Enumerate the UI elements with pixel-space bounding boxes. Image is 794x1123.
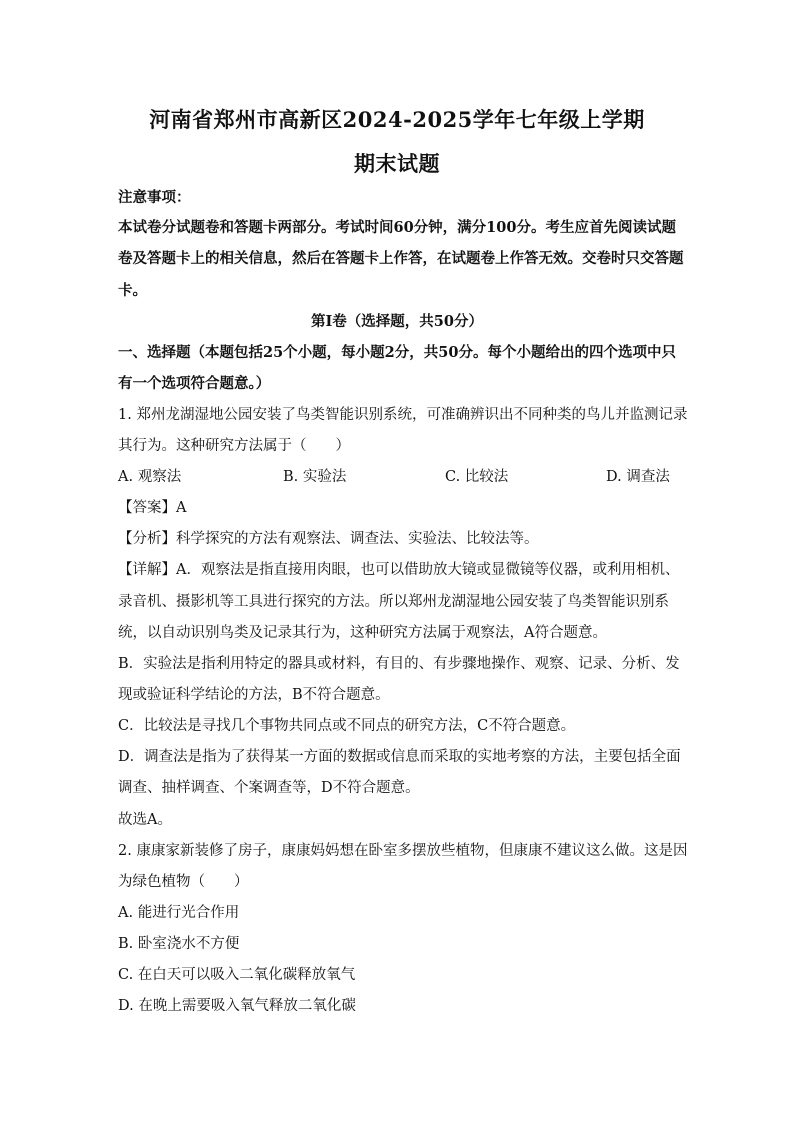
question-2-option-c: C. 在白天可以吸入二氧化碳释放氧气 — [118, 967, 356, 983]
question-1-detail: 调查、抽样调查、个案调查等，D不符合题意。 — [118, 780, 420, 796]
question-2-option-a: A. 能进行光合作用 — [118, 905, 240, 921]
question-1-option-b: B. 实验法 — [283, 469, 347, 485]
question-1-option-a: A. 观察法 — [118, 469, 182, 485]
question-1-detail: D．调查法是指为了获得某一方面的数据或信息而采取的实地考察的方法，主要包括全面 — [118, 749, 681, 765]
question-2-option-d: D. 在晚上需要吸入氧气释放二氧化碳 — [118, 998, 356, 1014]
question-1-option-d: D. 调查法 — [606, 469, 670, 485]
question-1-conclusion: 故选A。 — [118, 812, 172, 828]
question-2-option-b: B. 卧室浇水不方便 — [118, 936, 240, 952]
question-1-detail: 【详解】A．观察法是指直接用肉眼，也可以借助放大镜或显微镜等仪器，或利用相机、 — [118, 562, 680, 578]
section-instructions: 有一个选项符合题意。） — [118, 375, 271, 392]
question-1-analysis: 【分析】科学探究的方法有观察法、调查法、实验法、比较法等。 — [118, 531, 539, 547]
notice-heading: 注意事项： — [118, 189, 191, 206]
question-2-stem: 为绿色植物（ ） — [118, 874, 249, 890]
notice-line: 卡。 — [118, 282, 147, 299]
question-1-answer: 【答案】A — [118, 500, 187, 516]
exam-subtitle: 期末试题 — [354, 151, 440, 176]
question-1-detail: 现或验证科学结论的方法，B不符合题意。 — [118, 687, 390, 703]
question-1-detail: 录音机、摄影机等工具进行探究的方法。所以郑州龙湖湿地公园安装了鸟类智能识别系 — [118, 594, 669, 610]
question-2-stem: 2. 康康家新装修了房子，康康妈妈想在卧室多摆放些植物，但康康不建议这么做。这是因 — [118, 843, 688, 859]
question-1-detail: C．比较法是寻找几个事物共同点或不同点的研究方法，C不符合题意。 — [118, 718, 576, 734]
exam-title: 河南省郑州市高新区2024-2025学年七年级上学期 — [149, 107, 645, 132]
question-1-option-c: C. 比较法 — [445, 469, 509, 485]
question-1-stem: 1. 郑州龙湖湿地公园安装了鸟类智能识别系统，可准确辨识出不同种类的鸟儿并监测记录 — [118, 407, 688, 423]
notice-line: 卷及答题卡上的相关信息，然后在答题卡上作答，在试题卷上作答无效。交卷时只交答题 — [118, 250, 684, 267]
notice-line: 本试卷分试题卷和答题卡两部分。考试时间60分钟，满分100分。考生应首先阅读试题 — [118, 219, 676, 236]
question-1-stem: 其行为。这种研究方法属于（ ） — [118, 438, 350, 454]
question-1-detail: 统，以自动识别鸟类及记录其行为，这种研究方法属于观察法，A符合题意。 — [118, 625, 607, 641]
section-title: 第I卷（选择题，共50分） — [311, 313, 483, 330]
question-1-detail: B．实验法是指利用特定的器具或材料，有目的、有步骤地操作、观察、记录、分析、发 — [118, 656, 680, 672]
section-instructions: 一、选择题（本题包括25个小题，每小题2分，共50分。每个小题给出的四个选项中只 — [118, 344, 676, 361]
